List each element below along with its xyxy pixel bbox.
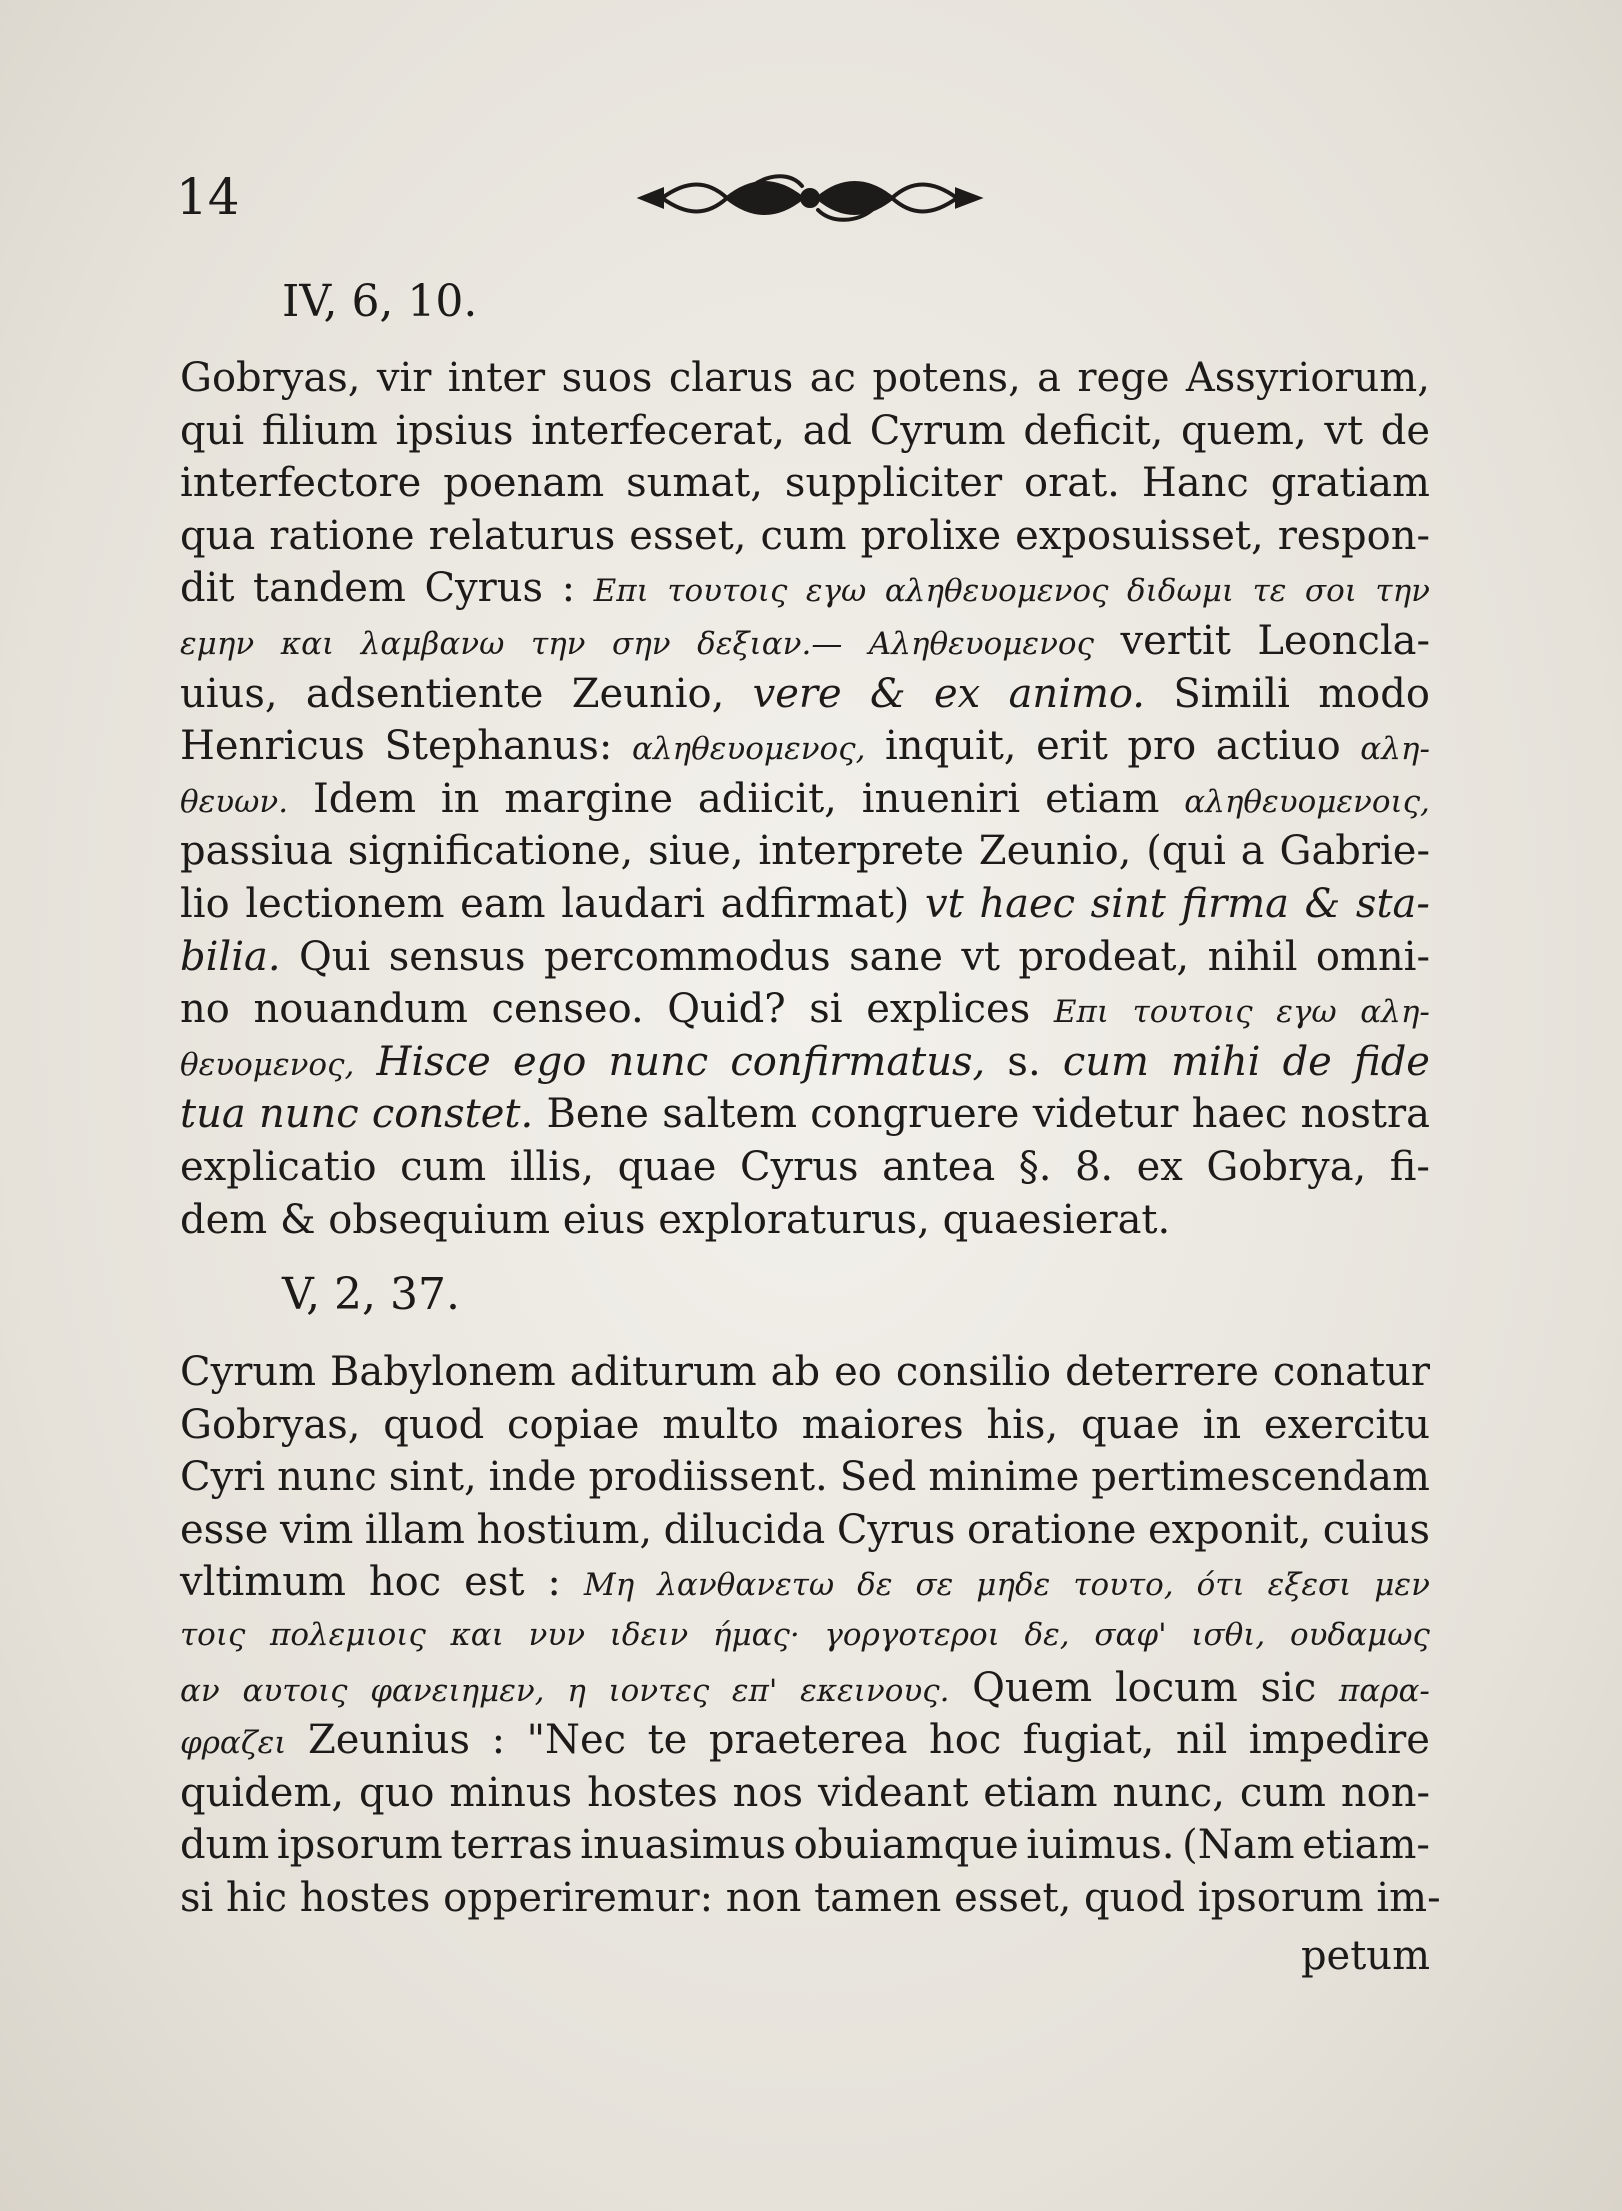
greek-word: η [567,1672,586,1709]
word: vt [1324,407,1364,454]
greek-word: σην [612,625,671,662]
word: exponit, [1147,1506,1312,1553]
word: : [491,1717,506,1764]
word: haec [979,880,1076,927]
word: ac [809,355,856,401]
word: minime [928,1454,1080,1501]
greek-word: Μη [583,1567,635,1604]
word: impedire [1248,1717,1430,1764]
text-line [180,1088,1430,1141]
word: sta- [1355,880,1430,927]
word: mihi [1171,1038,1261,1085]
word: ipsius [395,407,514,454]
word: : [561,565,576,612]
word: sint, [388,1454,477,1501]
word: quidem, [180,1769,345,1816]
word: Idem [312,775,416,822]
greek-word: εξεσι [1267,1567,1352,1604]
word: hoc [929,1717,1002,1764]
word: quem, [1181,407,1307,454]
word: Cyrus [836,1506,956,1553]
word: suppliciter [784,460,1003,507]
word: interfecerat, [531,407,785,454]
word: bilia. [180,933,281,980]
word: adfirmat) [720,880,910,927]
greek-word: την [1375,573,1430,610]
text-line [180,773,1430,826]
word: Zeunio, [571,670,725,717]
text-line [180,510,1430,563]
word: inueniri [861,775,1021,822]
word: pro [1127,723,1197,770]
word: copiae [507,1401,640,1448]
word: clarus [668,355,794,401]
greek-word: τουτοις [1132,994,1253,1031]
word: nil [1175,1717,1228,1764]
word: passiua [180,828,333,875]
word: locum [1114,1664,1238,1711]
word: fi- [1389,1143,1430,1190]
word: de [1282,1038,1332,1085]
text-line [180,1714,1430,1767]
word: no [180,986,230,1033]
word: firma [1181,880,1290,927]
word: dilucida [663,1506,826,1553]
word: quae [617,1143,717,1190]
word: lectionem [245,880,445,927]
word: esse [180,1506,269,1553]
text-line [180,1451,1430,1504]
word: congruere [810,1091,1020,1138]
word: conatur [1272,1349,1430,1395]
word: cuius [1322,1506,1430,1553]
word: hostes [299,1874,431,1921]
word: esset, [954,1874,1072,1921]
word: s. [1007,1038,1041,1085]
word: erit [1036,723,1108,770]
word: ex [934,670,981,717]
greek-word: μηδε [976,1567,1051,1604]
text-line [180,1767,1430,1820]
word: pertimescendam [1091,1454,1430,1501]
word: nunc [608,1038,709,1085]
word: obuiamque [793,1822,1019,1869]
word: constet. [371,1091,534,1138]
text-line [180,825,1430,878]
text-line [180,1346,1430,1399]
text-line [180,1609,1430,1662]
word: multo [662,1401,779,1448]
word: actiuo [1215,723,1341,770]
word: Gabrie- [1279,828,1430,875]
word: minus [449,1769,573,1816]
greek-word: λανθανετω [657,1567,835,1604]
word: & [279,1196,316,1243]
word: Qui [298,933,371,980]
greek-word: και [450,1616,504,1653]
text-line [180,668,1430,721]
greek-word: γοργοτεροι [824,1616,1000,1653]
word: sane [849,933,943,980]
word: qua [180,512,256,559]
word: Zeunio, [978,828,1132,875]
greek-word: αλη- [1360,731,1430,768]
word: hostes [587,1769,718,1816]
word: cum [1239,1769,1326,1816]
word: eam [460,880,546,927]
greek-word: τε [1252,573,1287,610]
greek-word: την [530,625,586,662]
word: tandem [253,565,406,612]
page-number: 14 [176,168,240,226]
word: hoc [368,1559,442,1606]
word: Cyrum [869,407,1006,454]
greek-word: Επι [593,573,649,610]
word: animo. [1008,670,1146,717]
text-line [180,1399,1430,1452]
word: sensus [388,933,526,980]
word: antea [882,1143,996,1190]
word: respon- [1277,512,1430,559]
word: aditurum [569,1349,757,1395]
word: dum [180,1822,270,1869]
word: ad [802,407,853,454]
greek-word: αληθευομενος [884,573,1109,610]
word: vim [279,1506,354,1553]
word: videant [817,1769,969,1816]
text-line [180,352,1430,405]
word: inquit, [885,723,1017,770]
word: Leoncla- [1257,617,1430,664]
word: prolixe [860,512,1002,559]
word: opperiremur: [443,1874,714,1921]
word: a [1037,355,1062,401]
word: gratiam [1270,460,1430,507]
word: his, [986,1401,1059,1448]
word: & [1304,880,1341,927]
word: nunc [277,1454,377,1501]
greek-word: διδωμι [1126,573,1235,610]
word: rege [1077,355,1170,401]
word: potens, [872,355,1021,401]
word: lio [180,880,230,927]
greek-word: δε [857,1567,893,1604]
word: sumat, [626,460,763,507]
word: ipsorum [276,1822,443,1869]
word: Gobryas, [180,355,361,401]
greek-word: αλη- [1360,994,1430,1031]
word: Bene [546,1091,649,1138]
word: Simili [1173,670,1290,717]
word: relaturus [428,512,616,559]
text-line [180,1662,1430,1715]
word: suos [561,355,653,401]
word: orat. [1024,460,1120,507]
greek-word: επ' [731,1672,778,1709]
word: quo [359,1769,435,1816]
greek-word: εμην [180,625,255,662]
text-line [180,457,1430,510]
word: consilio [895,1349,1052,1395]
greek-word: Επι [1053,994,1109,1031]
greek-word: αν [180,1672,220,1709]
word: iuimus. [1026,1822,1175,1869]
word: explices [866,986,1031,1033]
word: significatione, [347,828,634,875]
word: inuasimus [580,1822,786,1869]
greek-word: παρα- [1338,1672,1430,1709]
greek-word: τοις [180,1616,246,1653]
word: in [1202,1401,1242,1448]
word: non [725,1874,802,1921]
word: (Nam [1182,1822,1295,1869]
word: dit [180,565,235,612]
word: non- [1340,1769,1430,1816]
word: (qui [1146,828,1226,875]
section-heading: IV, 6, 10. [282,276,478,327]
word: Gobrya, [1206,1143,1367,1190]
word: ratione [269,512,415,559]
word: haec [1191,1091,1288,1138]
greek-word: φανειημεν, [370,1672,545,1709]
greek-word: εκεινους. [800,1672,950,1709]
word: exposuisset, [1015,512,1264,559]
word: Assyriorum, [1185,355,1430,401]
greek-word: τουτο, [1073,1567,1174,1604]
word: sint [1090,880,1166,927]
greek-word: δε, [1024,1616,1070,1653]
word: vt [925,880,964,927]
text-line [180,1141,1430,1194]
word: quaesierat. [942,1196,1171,1243]
word: Stephanus: [384,723,613,770]
word: te [647,1717,688,1764]
greek-word: σαφ' [1094,1616,1167,1653]
word: Gobryas, [180,1401,361,1448]
word: etiam [1045,775,1160,822]
word: : [547,1559,561,1606]
word: poenam [443,460,605,507]
word: terras [450,1822,573,1869]
word: Henricus [180,723,365,770]
word: interprete [758,828,964,875]
text-line [180,1194,1430,1247]
word: si [180,1874,214,1921]
text-line [180,562,1430,615]
section-paragraph [180,1346,1441,1925]
text-line [180,720,1430,773]
word: siue, [648,828,744,875]
word: si [809,986,843,1033]
word: filium [261,407,378,454]
greek-word: δεξιαν.— [697,625,843,662]
word: a [1240,828,1265,875]
text-line [180,1504,1430,1557]
word: hostium, [476,1506,653,1553]
word: adiicit, [697,775,837,822]
word: Zeunius [307,1717,471,1764]
word: etiam- [1302,1822,1430,1869]
word: est [464,1559,525,1606]
word: quae [1080,1401,1180,1448]
word: interfectore [180,460,422,507]
text-line [180,1556,1430,1609]
catchword-block [180,1930,1430,1983]
word: vir [376,355,432,401]
word: saltem [662,1091,798,1138]
word: prodeat, [1018,933,1190,980]
word: nunc, [1112,1769,1225,1816]
word: 8. [1074,1143,1114,1190]
greek-word: αληθευομενος, [631,731,866,768]
greek-word: ισθι, [1191,1616,1266,1653]
word: ab [770,1349,821,1395]
greek-word: ουδαμως [1289,1616,1430,1653]
greek-word: λαμβανω [360,625,505,662]
section-paragraph [180,352,1430,1246]
word: cum [760,512,847,559]
text-line [180,931,1430,984]
text-line [180,878,1430,931]
word: Hanc [1141,460,1249,507]
word: quod [1084,1874,1186,1921]
word: dem [180,1196,268,1243]
word: tamen [814,1874,942,1921]
greek-word: σοι [1304,573,1357,610]
word: prodiissent. [588,1454,828,1501]
word: margine [504,775,674,822]
word: fide [1354,1038,1430,1085]
word: inde [488,1454,577,1501]
word: eius [562,1196,646,1243]
word: im- [1376,1874,1441,1921]
word: illam [364,1506,465,1553]
greek-word: και [280,625,335,662]
greek-word: εγω [805,573,867,610]
word: ego [512,1038,587,1085]
word: percommodus [543,933,831,980]
word: Sed [839,1454,917,1501]
greek-word: σε [915,1567,954,1604]
word: oratione [966,1506,1137,1553]
word: Cyrum [180,1349,317,1395]
word: nouandum [253,986,468,1033]
word: omni- [1315,933,1430,980]
text-line [180,1872,1441,1925]
greek-word: νυν [528,1616,586,1653]
word: deficit, [1023,407,1164,454]
word: nunc [258,1091,359,1138]
greek-word: ιοντες [608,1672,710,1709]
word: explicatio [180,1143,377,1190]
word: uius, [180,670,278,717]
word: fugiat, [1022,1717,1155,1764]
word: censeo. [491,986,644,1033]
word: "Nec [526,1717,627,1764]
greek-word: θευων. [180,783,289,820]
word: Cyrus [424,565,544,612]
word: sic [1260,1664,1317,1711]
word: praeterea [708,1717,908,1764]
greek-word: φραζει [180,1725,287,1762]
greek-word: εγω [1276,994,1337,1031]
word: & [870,670,906,717]
word: nostra [1300,1091,1430,1138]
greek-word: θευομενος, [180,1046,355,1083]
text-line [180,405,1430,458]
word: adsentiente [305,670,544,717]
text-line [180,1036,1430,1089]
word: inter [447,355,546,401]
word: videtur [1032,1091,1179,1138]
word: eo [834,1349,882,1395]
greek-word: τουτοις [667,573,788,610]
greek-word: μεν [1374,1567,1430,1604]
word: etiam [983,1769,1098,1816]
word: esset, [629,512,747,559]
word: vltimum [180,1559,346,1606]
word: modo [1318,670,1430,717]
word: cum [400,1143,487,1190]
decorative-ornament-icon [632,168,988,228]
text-line [180,615,1430,668]
greek-word: πολεμιοις [270,1616,426,1653]
word: illis, [509,1143,595,1190]
word: qui [180,407,245,454]
word: Cyri [180,1454,266,1501]
word: tua [180,1091,246,1138]
word: ipsorum [1197,1874,1364,1921]
greek-word: αληθευομενοις, [1184,783,1430,820]
greek-word: ιδειν [609,1616,689,1653]
word: vt [961,933,1000,980]
word: hic [226,1874,288,1921]
word: §. [1018,1143,1052,1190]
word: Quem [972,1664,1093,1711]
word: nihil [1207,933,1298,980]
word: ex [1136,1143,1183,1190]
word: deterrere [1065,1349,1259,1395]
greek-word: αυτοις [242,1672,348,1709]
text-line [180,983,1430,1036]
word: exercitu [1263,1401,1430,1448]
word: maiores [801,1401,964,1448]
greek-word: ήμας· [712,1616,800,1653]
word: Cyrus [739,1143,859,1190]
word: cum [1062,1038,1149,1085]
greek-word: Αληθευομενος [868,625,1094,662]
word: confirmatus, [730,1038,986,1085]
word: Babylonem [330,1349,556,1395]
greek-word: ότι [1196,1567,1245,1604]
word: quod [383,1401,485,1448]
word: laudari [561,880,706,927]
catchword: petum [1300,1933,1430,1979]
text-line [180,1819,1430,1872]
section-heading: V, 2, 37. [282,1269,460,1320]
word: Hisce [376,1038,491,1085]
word: vertit [1120,617,1231,664]
word: exploraturus, [658,1196,930,1243]
word: nos [732,1769,804,1816]
word: Quid? [667,986,786,1033]
word: de [1380,407,1430,454]
word: in [440,775,480,822]
word: obsequium [328,1196,551,1243]
word: vere [752,670,842,717]
